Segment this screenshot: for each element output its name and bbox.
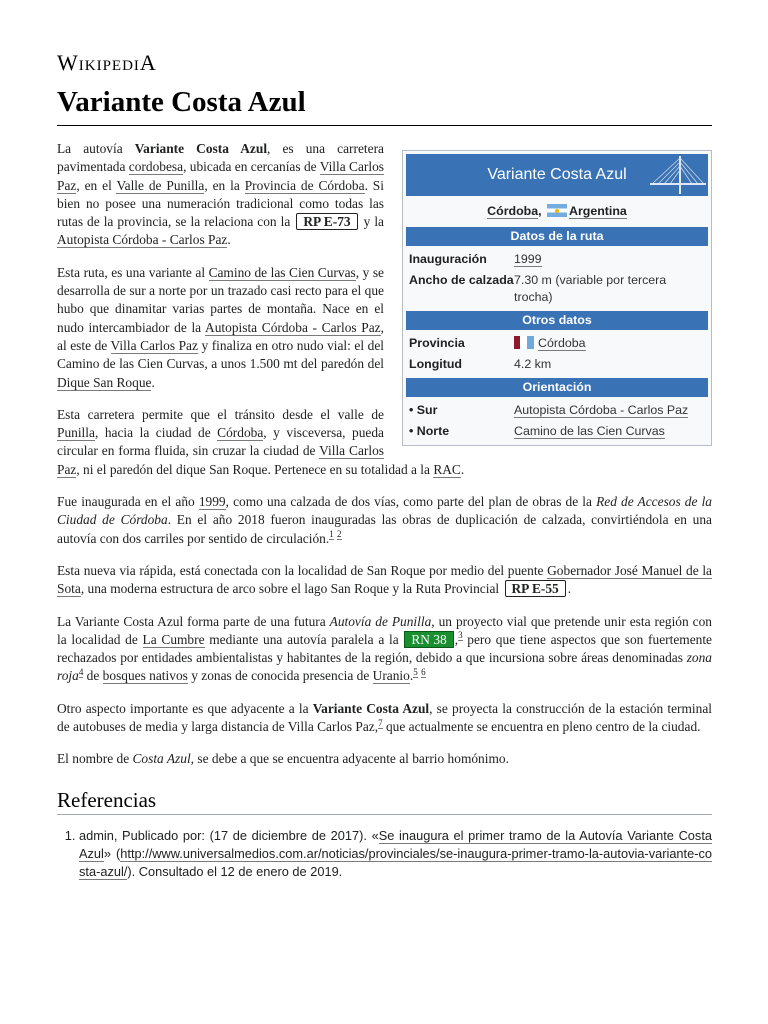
row-label: Ancho de calzada <box>409 273 514 287</box>
infobox-title <box>406 154 708 196</box>
link-cordoba[interactable]: Córdoba <box>217 425 264 441</box>
row-longitud <box>406 354 708 375</box>
citation-7[interactable]: 7 <box>378 717 383 728</box>
provincia-link[interactable]: Córdoba <box>538 336 586 350</box>
link-rac[interactable]: RAC <box>433 461 461 477</box>
route-badge-rp-e73[interactable]: RP E-73 <box>296 213 357 230</box>
citation-6[interactable]: 6 <box>421 666 426 677</box>
cordoba-flag-icon <box>514 336 534 349</box>
link-camino-cien-curvas[interactable]: Camino de las Cien Curvas <box>208 264 356 280</box>
link-punilla[interactable]: Punilla <box>57 425 95 441</box>
citation-4[interactable]: 4 <box>78 666 84 677</box>
route-badge-rp-e55[interactable]: RP E-55 <box>505 580 566 597</box>
location-separator: , <box>538 204 545 218</box>
link-provincia-de-cordoba[interactable]: Provincia de Córdoba <box>244 177 365 193</box>
infobox-title-text: Variante Costa Azul <box>487 166 627 183</box>
bold-term: Variante Costa Azul <box>134 141 268 156</box>
paragraph-6: La Variante Costa Azul forma parte de una futura Autovía de Punilla, un proyecto vial que pretende unir esta región con la localidad de La Cumbre mediante una autovía paralela a la RN 38 ,$^3$ pero que tiene aspectos que son fuertemente rechazados por entidades ambientalistas y habitantes de la región, debido a que incursiona sobre áreas denominadas zona roja$^4$ de bosques nativos y zonas de conocida presencia de Uranio.$^5$ $^6$ <box>57 613 712 684</box>
row-label: • Sur <box>409 403 438 417</box>
italic-term: zona roja <box>57 650 712 684</box>
row-label: Provincia <box>409 336 465 350</box>
link-dique-san-roque[interactable]: Dique San Roque <box>57 374 152 390</box>
link-la-cumbre[interactable]: La Cumbre <box>142 631 205 647</box>
section-datos: Datos de la ruta <box>406 227 708 246</box>
references-list <box>57 827 712 881</box>
link-autopista[interactable]: Autopista Córdoba - Carlos Paz <box>57 232 228 248</box>
row-label: • Norte <box>409 424 450 438</box>
row-norte <box>406 421 708 442</box>
paragraph-8: El nombre de Costa Azul, se debe a que se encuentra adyacente al barrio homónimo. <box>57 751 509 767</box>
route-badge-rn38[interactable]: RN 38 <box>404 631 453 648</box>
infobox <box>402 150 712 446</box>
references-heading: Referencias <box>57 791 712 815</box>
row-label: Longitud <box>409 357 462 371</box>
section-otros: Otros datos <box>406 311 708 330</box>
paragraph-7: Otro aspecto importante es que adyacente a la Variante Costa Azul, se proyecta la construcción de la estación terminal de autobuses de media y larga distancia de Villa Carlos Paz,$^7$ que actualmente se encuentra en pleno centro de la ciudad. <box>57 700 712 735</box>
page-title: Variante Costa Azul <box>57 86 712 126</box>
section-orientacion: Orientación <box>406 378 708 397</box>
link-villa-carlos-paz[interactable]: Villa Carlos Paz <box>110 337 198 353</box>
row-ancho <box>406 270 708 308</box>
sur-link[interactable]: Autopista Córdoba - Carlos Paz <box>514 403 689 417</box>
inauguracion-link[interactable]: 1999 <box>514 252 542 266</box>
link-autopista[interactable]: Autopista Córdoba - Carlos Paz <box>205 319 381 335</box>
reference-item: 1. admin, Publicado por: (17 de diciembre de 2017). «Se inaugura el primer tramo de la Autovía Variante Costa Azul» (http://www.universalmedios.com.ar/noticias/provinciales/se-inaugura-primer-tramo-la-autovia-variante-costa-azul/). Consultado el 12 de enero de 2019. <box>79 827 712 881</box>
article-body <box>57 140 712 881</box>
row-value: 4.2 km <box>514 357 552 371</box>
link-cordobesa[interactable]: cordobesa <box>128 159 184 175</box>
row-value: 7.30 m (variable por tercera trocha) <box>514 273 667 304</box>
link-villa-carlos-paz[interactable]: Villa Carlos Paz <box>57 159 385 193</box>
link-villa-carlos-paz[interactable]: Villa Carlos Paz <box>57 443 385 477</box>
link-puente-gobernador[interactable]: Gobernador José Manuel de la Sota <box>57 562 712 597</box>
italic-term: Red de Accesos de la Ciudad de Córdoba <box>57 494 712 528</box>
reference-url-link[interactable]: http://www.universalmedios.com.ar/noticias/provinciales/se-inaugura-primer-tramo-la-autovia-variante-costa-azul/ <box>79 845 712 879</box>
citation-1[interactable]: 1 <box>329 529 334 540</box>
italic-term: Autovía de Punilla <box>329 613 432 629</box>
norte-link[interactable]: Camino de las Cien Curvas <box>514 424 665 438</box>
link-uranio[interactable]: Uranio <box>372 668 410 684</box>
location-country-link[interactable]: Argentina <box>569 204 627 218</box>
link-valle-de-punilla[interactable]: Valle de Punilla <box>116 177 205 193</box>
paragraph-3: Esta carretera permite que el tránsito desde el valle de Punilla, hacia la ciudad de Córdoba, y visceversa, pueda circular en forma fluida, sin cruzar la ciudad de Villa Carlos Paz, ni el paredón del dique San Roque. Pertenece en su totalidad a la RAC. <box>57 406 465 477</box>
row-label: Inauguración <box>409 252 487 266</box>
row-sur <box>406 400 708 421</box>
italic-term: Costa Azul <box>132 751 191 767</box>
argentina-flag-icon <box>547 204 567 217</box>
row-inauguracion <box>406 249 708 270</box>
citation-2[interactable]: 2 <box>337 529 342 540</box>
bold-term: Variante Costa Azul <box>312 700 430 716</box>
link-1999[interactable]: 1999 <box>198 494 226 510</box>
wikipedia-wordmark[interactable]: WikipediA <box>57 50 157 75</box>
paragraph-4: Fue inaugurada en el año 1999, como una calzada de dos vías, como parte del plan de obras de la Red de Accesos de la Ciudad de Córdoba. En el año 2018 fueron inauguradas las obras de duplicación de calzada, convirtiéndola en una autovía con dos carriles por sentido de circulación.$^1$ $^2$ <box>57 494 712 546</box>
location-city-link[interactable]: Córdoba <box>487 204 539 218</box>
bridge-icon <box>650 154 706 196</box>
reference-title-link[interactable]: Se inaugura el primer tramo de la Autovía Variante Costa Azul <box>79 827 712 861</box>
infobox-location <box>406 196 708 224</box>
paragraph-5: Esta nueva via rápida, está conectada con la localidad de San Roque por medio del puente Gobernador José Manuel de la Sota, una moderna estructura de arco sobre el lago San Roque y la Ruta Provincial RP E-55 . <box>57 562 712 597</box>
citation-3[interactable]: 3 <box>458 630 463 641</box>
paragraph-1: La autovía Variante Costa Azul, es una carretera pavimentada cordobesa, ubicada en cercanías de Villa Carlos Paz, en el Valle de Punilla, en la Provincia de Córdoba. Si bien no posee una numeración tradicional como todas las rutas de la provincia, se la relaciona con la RP E-73 y la Autopista Córdoba - Carlos Paz. <box>57 141 385 248</box>
row-provincia <box>406 333 708 354</box>
paragraph-2: Esta ruta, es una variante al Camino de las Cien Curvas, y se desarrolla de sur a norte por un trazado casi recto para el que hubo que dinamitar varias partes de montaña. Nace en el nudo intercambiador de la Autopista Córdoba - Carlos Paz, al este de Villa Carlos Paz y finaliza en otro nudo vial: el del Camino de las Cien Curvas, a unos 1.500 mt del paredón del Dique San Roque. <box>57 264 385 390</box>
citation-5[interactable]: 5 <box>413 666 418 677</box>
link-bosques-nativos[interactable]: bosques nativos <box>102 668 188 684</box>
